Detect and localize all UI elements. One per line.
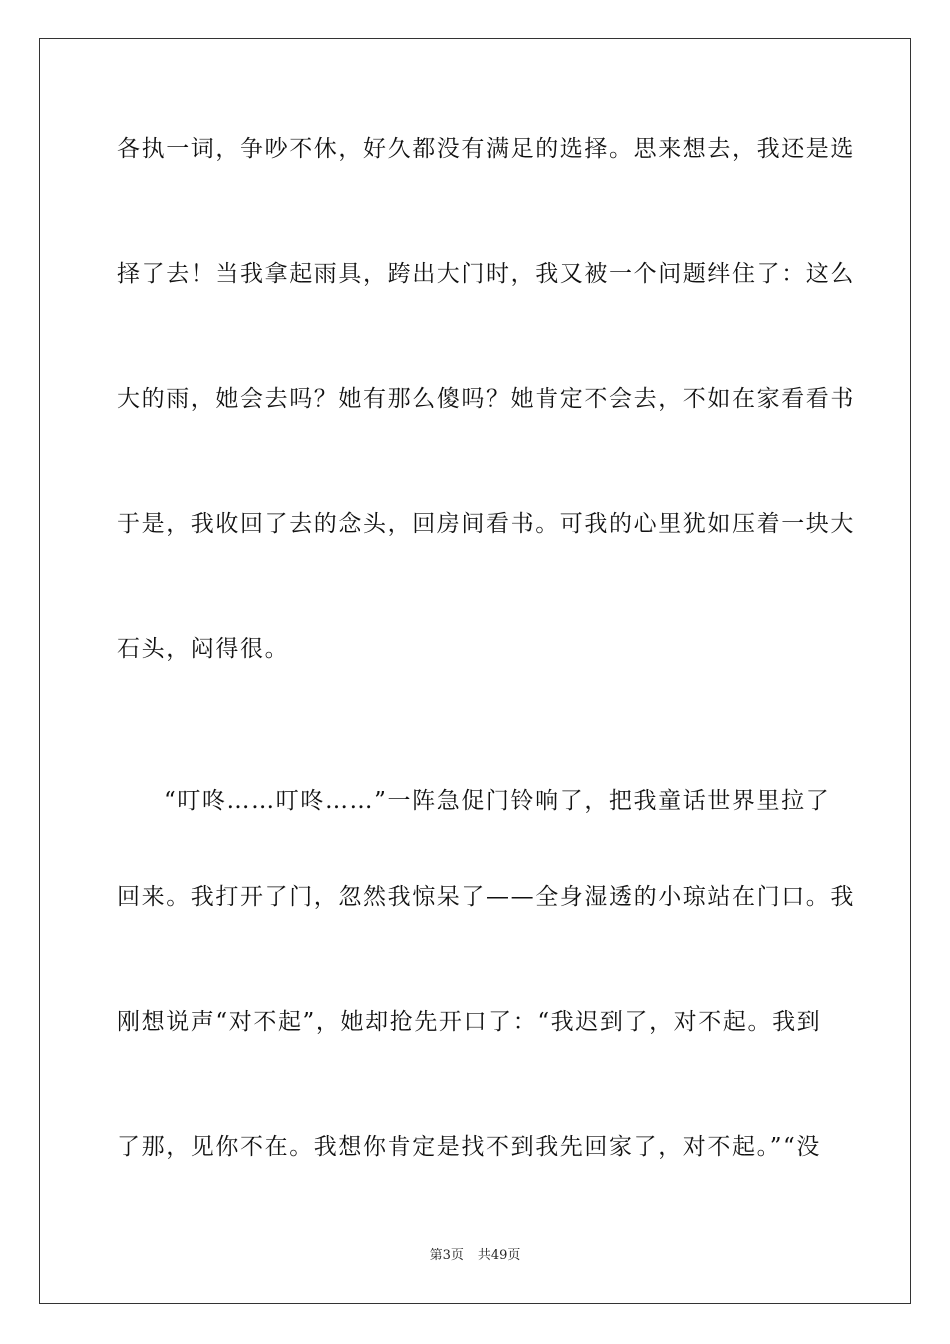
page-border — [39, 38, 911, 1304]
text-line: 石头，闷得很。 — [117, 636, 290, 662]
text-line: 大的雨，她会去吗？她有那么傻吗？她肯定不会去，不如在家看看书 — [117, 386, 855, 412]
text-line: 择了去！当我拿起雨具，跨出大门时，我又被一个问题绊住了：这么 — [117, 261, 855, 287]
page-number: 第3页 — [429, 1248, 464, 1263]
text-line: 于是，我收回了去的念头，回房间看书。可我的心里犹如压着一块大 — [117, 511, 855, 537]
text-line-paragraph-start: “叮咚……叮咚……”一阵急促门铃响了，把我童话世界里拉了 — [164, 788, 831, 814]
text-line: 各执一词，争吵不休，好久都没有满足的选择。思来想去，我还是选 — [117, 136, 855, 162]
page-footer — [0, 1246, 950, 1266]
page-total: 共49页 — [477, 1248, 521, 1263]
text-line: 了那，见你不在。我想你肯定是找不到我先回家了，对不起。”“没 — [117, 1134, 822, 1160]
text-line: 刚想说声“对不起”，她却抢先开口了：“我迟到了，对不起。我到 — [117, 1009, 822, 1035]
text-line: 回来。我打开了门，忽然我惊呆了——全身湿透的小琼站在门口。我 — [117, 884, 855, 910]
